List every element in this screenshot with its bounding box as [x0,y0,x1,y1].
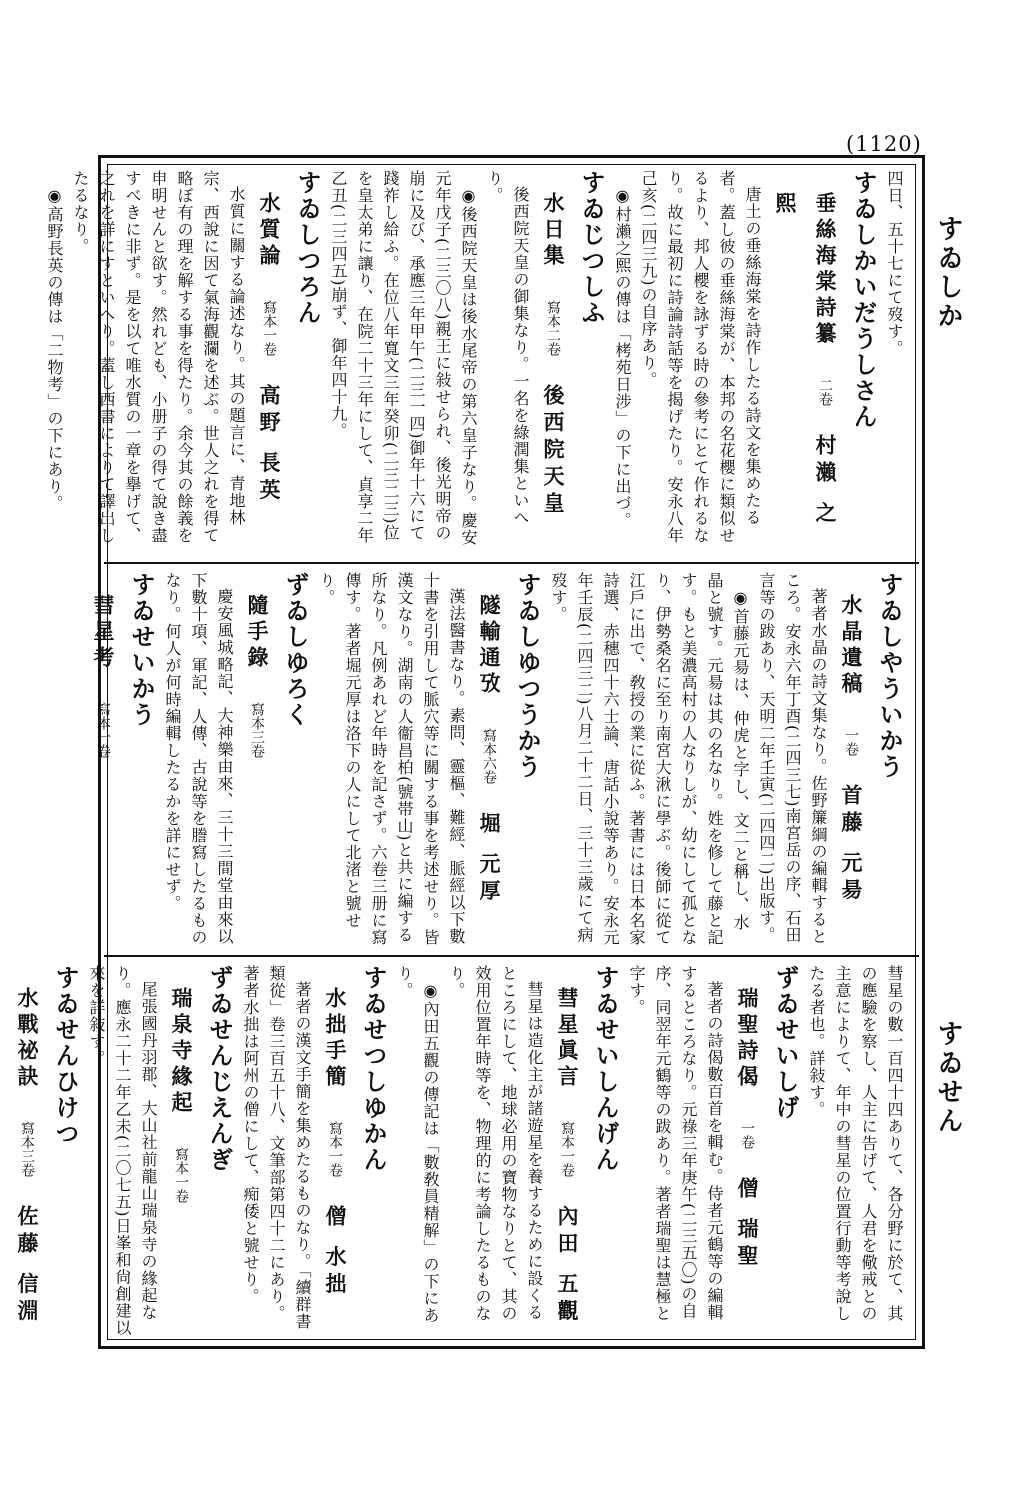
entry-volumes: 寫本一卷 [173,1147,189,1203]
entry-paragraph: ◉後西院天皇は後水尾帝の第六皇子なり。慶安元年戊子(二三〇八)親王に敍せられ、後光明帝の崩に及び、承應三年甲午(二三一四)御年十六にて踐祚し給ふ。在位八年寬文三年癸卯(二三二三)位を皇太弟に讓り、在院二十三年にして、貞享二年乙丑(二三四五)崩ず、御年四十九。 [329,170,478,546]
dictionary-entry [313,572,545,947]
entry-author: 堀 元厚 [477,812,502,907]
entry-volumes: 寫本一卷 [95,702,111,758]
entry-volumes: 一卷 [843,728,859,756]
section-divider [104,562,919,564]
running-head-bottom: すゐせん [933,1020,963,1136]
dictionary-entry [41,170,325,555]
entry-paragraph: 尾張國丹羽郡、大山社前龍山瑞泉寺の緣起なり。應永二十二年乙未(二〇七五)日峯和尙創建以來を詳敍す。 [87,965,158,1337]
entry-paragraph: 著者の漢文手簡を集めたるものなり。「續群書類從」卷三百五十八、文筆部第四十二にあり。著者水拙は阿州の僧にして、痴倭と號せり。 [241,965,312,1330]
entry-reading: すゐせいしんげん [591,965,620,1173]
entry-title-line [727,987,767,1337]
section-divider [104,955,919,957]
entry-reading: すゐしつろん [293,170,322,326]
entry-reading: すゐせんひけつ [51,965,80,1147]
entry-volumes: 寫本一卷 [261,300,277,356]
entry-volumes: 寫本三卷 [249,702,265,758]
section-bottom [15,965,907,1337]
entry-title-line [7,987,47,1337]
entry-title: 水日集 [541,192,566,270]
entry-title-line [249,192,289,555]
dictionary-entry [609,170,881,555]
entry-title: 水戰祕訣 [15,987,40,1091]
entry-author: 僧 瑞聖 [735,1177,760,1272]
entry-volumes: 寫本二卷 [545,300,561,356]
entry-author: 後西院天皇 [541,384,566,519]
entry-title: 彗星眞言 [555,987,580,1091]
entry-title: 隨手錄 [245,594,270,672]
entry-reading: ずゐしゆろく [281,572,310,728]
dictionary-entry [545,572,907,947]
entry-title-line [161,987,201,1337]
dictionary-entry [391,965,623,1337]
entry-volumes: 寫本一卷 [559,1121,575,1177]
entry-volumes: 二卷 [817,378,833,406]
entry-title: 水質論 [257,192,282,270]
running-head-top: すゐしか [933,215,963,331]
entry-author: 首藤 元昜 [839,784,864,906]
entry-title: 水晶遺稿 [839,594,864,698]
entry-paragraph: 水質に關する論述なり。其の題言に、青地林宗、西說に因て氣海觀瀾を述ぶ。世人之れを得て略ぼ有の理を解する事を得たり。余今其の餘義を申明せんと欲す。然れども、小册子の得て說き盡すべきに非ず。是を以て唯水質の一章を擧げて、之れを詳にすといへり。蓋し西書によりて譯出したるなり。 [71,170,246,544]
entry-paragraph: 後西院天皇の御集なり。一名を綠潤集といへり。 [485,170,530,526]
entry-title: 水拙手簡 [323,987,348,1091]
entry-title: 彗星考 [91,594,116,672]
entry-title-line [533,192,573,555]
entry-author: 佐藤 信淵 [15,1205,40,1327]
continued-text: 彗星の數一百四十四ありて、各分野に於て、其の應驗を察し、人主に告げて、人君を儆戒との主意によりて、年中の彗星の位置行動等考說したる者也。詳敍す。 [807,965,904,1322]
entry-reading: すゐしかいだうしさん [849,170,878,430]
entry-reading: すゐせつしゆかん [359,965,388,1173]
dictionary-entry [83,572,159,947]
dictionary-entry [159,572,313,947]
entry-paragraph: ◉內田五觀の傳記は「數敎員精解」の下にあり。 [395,965,440,1324]
entry-title-line [83,594,123,947]
entry-title: 瑞聖詩偈 [735,987,760,1091]
entry-title: 隧輸通攷 [477,594,502,698]
dictionary-entry [7,965,83,1337]
entry-title-line [315,987,355,1337]
entry-title: 瑞泉寺緣起 [169,987,194,1117]
entry-reading: すゐしやういかう [875,572,904,780]
entry-volumes: 寫本一卷 [327,1121,343,1177]
entry-reading: ずゐせんじえんぎ [205,965,234,1173]
entry-title-line [237,594,277,947]
entry-title: 垂絲海棠詩纂 [813,192,838,348]
entry-paragraph: 彗星は造化主が諸遊星を養するために設くるところにして、地球必用の寶物なりとて、其の效用位置年時等を、物理的に考論したるものなり。 [447,965,544,1322]
entry-reading: すゐじつしふ [577,170,606,326]
continued-text: 四日、五十七にて歿す。 [885,170,904,357]
entry-paragraph: ◉首藤元昜は、仲虎と字し、文二と稱し、水晶と號す。元昜は其の名なり。姓を修して藤と記す。もと美濃高村の人なりしが、幼にして孤となり、伊勢桑名に至り南宮大湫に學ぶ。後師に從て江戶に出で、敎授の業に從ふ。著書には日本名家詩選、赤穗四十六士論、唐話小說等あり。安永元年壬辰(二四三二)八月二十二日、三十三歲にて病歿す。 [549,572,750,946]
dictionary-entry [623,965,803,1337]
entry-volumes: 寫本六卷 [481,728,497,784]
entry-title-line [831,594,871,947]
entry-reading: すゐしゆつうかう [513,572,542,780]
entry-title-line [547,987,587,1337]
entry-author: 高野 長英 [257,384,282,506]
section-middle [91,572,907,947]
entry-paragraph: 漢法醫書なり。素問、靈樞、難經、脈經以下數十書を引用して脈穴等に關する事を考述せり。皆漢文なり。湖南の人衞昌柏(號帯山)と共に編する所なり。凡例あれど年時を記さず。六卷三册に寫傳す。著者堀元厚は洛下の人にして北渚と號せり。 [317,572,466,946]
entry-volumes: 寫本三卷 [19,1121,35,1177]
entry-volumes: 一卷 [739,1121,755,1149]
entry-paragraph: 唐土の垂絲海棠を詩作したる詩文を集めたる者。蓋し彼の垂絲海棠が、本邦の名花櫻に類似せるより、邦人櫻を詠ずる時の參考にとて作れるなり。故に最初に詩論詩話等を揭げたり。安永八年己亥(二四三九)の自序あり。 [639,170,762,544]
entry-reading: ずゐせいしげ [771,965,800,1121]
entry-title-line [765,192,845,555]
entry-paragraph: ◉高野長英の傳は「二物考」の下にあり。 [45,186,64,512]
entry-author: 村瀨 之熙 [773,192,838,529]
entry-paragraph: 著者水晶の詩文集なり。佐野簾綱の編輯するところ。安永六年丁酉(二四三七)南宮岳の序、石田言等の跋あり、天明二年壬寅(二四四二)出版す。 [757,572,828,945]
page-number: (1120) [846,132,922,156]
section-top [45,170,907,555]
dictionary-entry [237,965,391,1337]
entry-author: 內田 五觀 [555,1205,580,1327]
entry-title-line [469,594,509,947]
entry-reading: すゐせいかう [127,572,156,728]
dictionary-entry [325,170,609,555]
entry-author: 僧 水拙 [323,1205,348,1300]
entry-paragraph: 慶安風城略記、大神樂由來、三十三間堂由來以下數十項、軍記、人傳、古說等を謄寫したるものなり。何人が何時編輯したるかを詳にせず。 [163,572,234,946]
entry-paragraph: ◉村瀨之熙の傳は「栲苑日涉」の下に出づ。 [613,186,632,529]
entry-paragraph: 著者の詩偈數百首を輯む。侍者元鶴等の編輯するところなり。元祿三年庚午(二三五〇)の自序、同翌年元鶴等の跋あり。著者瑞聖は慧極と字す。 [627,965,724,1322]
dictionary-entry [83,965,237,1337]
